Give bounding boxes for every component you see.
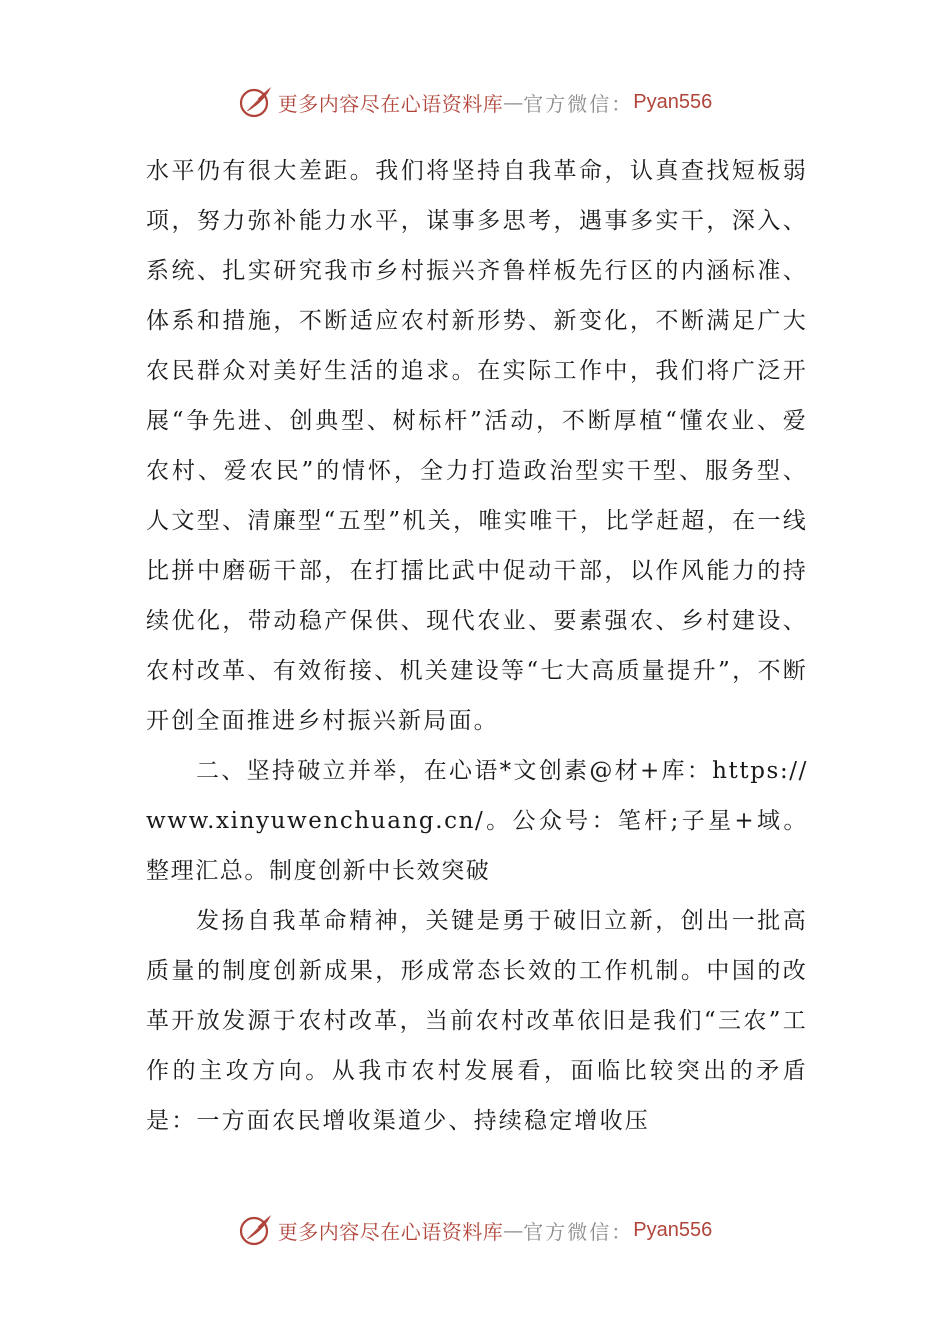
feather-pen-logo-icon xyxy=(238,1212,274,1248)
banner-brand-text: 更多内容尽在心语资料库 xyxy=(277,91,504,116)
footer-separator: — xyxy=(503,1218,524,1242)
footer-contact-label: 官方微信： xyxy=(523,1219,634,1244)
paragraph-3: 发扬自我革命精神，关键是勇于破旧立新，创出一批高质量的制度创新成果，形成常态长效的工作机制。中国的改革开放发源于农村改革，当前农村改革依旧是我们“三农”工作的主攻方向。从我市农村发展看，面临比较突出的矛盾是：一方面农民增收渠道少、持续稳定增收压 xyxy=(146,908,808,1134)
banner-contact-id: Pyan556 xyxy=(633,90,713,113)
feather-pen-logo-icon xyxy=(238,84,274,120)
banner-contact-label: 官方微信： xyxy=(523,91,634,116)
paragraph-2-section-heading: 二、坚持破立并举，在心语*文创素@材+库：https://www.xinyuwenchuang.cn/。公众号：笔杆;子星+域。整理汇总。制度创新中长效突破 xyxy=(146,758,808,884)
paragraph-1: 水平仍有很大差距。我们将坚持自我革命，认真查找短板弱项，努力弥补能力水平，谋事多思考，遇事多实干，深入、系统、扎实研究我市乡村振兴齐鲁样板先行区的内涵标准、体系和措施，不断适应农村新形势、新变化，不断满足广大农民群众对美好生活的追求。在实际工作中，我们将广泛开展“争先进、创典型、树标杆”活动，不断厚植“懂农业、爱农村、爱农民”的情怀，全力打造政治型实干型、服务型、人文型、清廉型“五型”机关，唯实唯干，比学赶超，在一线比拼中磨砺干部，在打擂比武中促动干部，以作风能力的持续优化，带动稳产保供、现代农业、要素强农、乡村建设、农村改革、有效衔接、机关建设等“七大高质量提升”，不断开创全面推进乡村振兴新局面。 xyxy=(146,158,808,734)
banner-separator: — xyxy=(503,90,524,114)
document-body xyxy=(146,146,808,1146)
footer-banner xyxy=(0,1210,950,1250)
header-banner xyxy=(0,82,950,122)
footer-contact-id: Pyan556 xyxy=(633,1218,713,1241)
footer-brand-text: 更多内容尽在心语资料库 xyxy=(277,1219,504,1244)
